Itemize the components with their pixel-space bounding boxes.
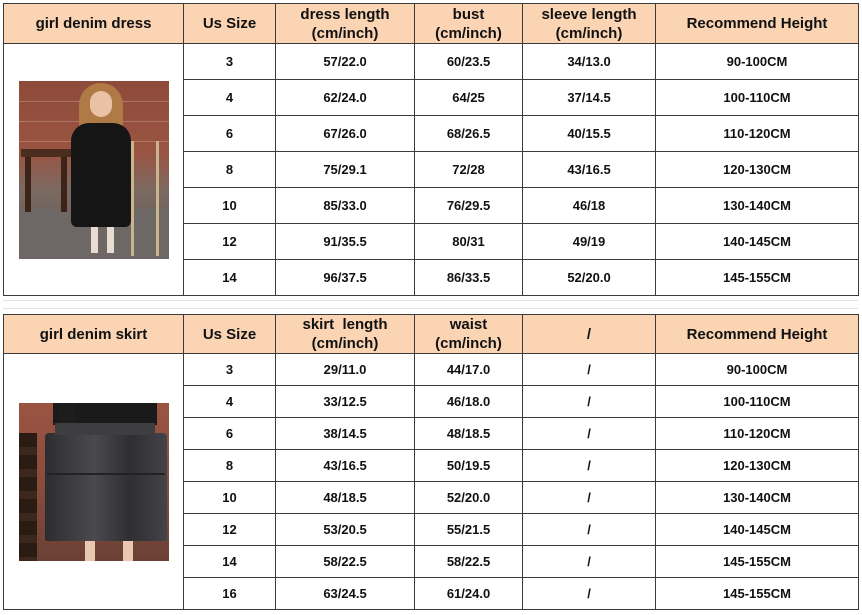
skirt-header-waist: waist (cm/inch) xyxy=(415,315,523,354)
dress-cell-sleeve: 49/19 xyxy=(523,224,656,260)
skirt-cell-height: 120-130CM xyxy=(656,450,859,482)
skirt-size-table xyxy=(3,314,859,610)
skirt-cell-height: 110-120CM xyxy=(656,418,859,450)
dress-cell-height: 145-155CM xyxy=(656,260,859,296)
skirt-cell-slash: / xyxy=(523,386,656,418)
dress-header-us-size: Us Size xyxy=(184,4,276,44)
skirt-cell-length: 33/12.5 xyxy=(276,386,415,418)
dress-cell-length: 57/22.0 xyxy=(276,44,415,80)
skirt-cell-slash: / xyxy=(523,578,656,610)
dress-cell-bust: 64/25 xyxy=(415,80,523,116)
dress-cell-length: 75/29.1 xyxy=(276,152,415,188)
dress-cell-size: 12 xyxy=(184,224,276,260)
skirt-cell-height: 100-110CM xyxy=(656,386,859,418)
skirt-cell-size: 10 xyxy=(184,482,276,514)
dress-cell-bust: 76/29.5 xyxy=(415,188,523,224)
skirt-cell-length: 38/14.5 xyxy=(276,418,415,450)
skirt-cell-length: 43/16.5 xyxy=(276,450,415,482)
skirt-cell-slash: / xyxy=(523,482,656,514)
dress-cell-height: 120-130CM xyxy=(656,152,859,188)
dress-cell-bust: 68/26.5 xyxy=(415,116,523,152)
skirt-cell-length: 48/18.5 xyxy=(276,482,415,514)
skirt-cell-slash: / xyxy=(523,546,656,578)
skirt-cell-waist: 58/22.5 xyxy=(415,546,523,578)
skirt-header-row xyxy=(4,315,859,354)
divider xyxy=(3,300,858,301)
dress-cell-length: 85/33.0 xyxy=(276,188,415,224)
dress-cell-length: 91/35.5 xyxy=(276,224,415,260)
table-row xyxy=(4,44,859,80)
dress-header-sleeve: sleeve length (cm/inch) xyxy=(523,4,656,44)
dress-cell-sleeve: 52/20.0 xyxy=(523,260,656,296)
skirt-cell-waist: 61/24.0 xyxy=(415,578,523,610)
dress-cell-height: 100-110CM xyxy=(656,80,859,116)
dress-cell-bust: 80/31 xyxy=(415,224,523,260)
skirt-cell-slash: / xyxy=(523,514,656,546)
table-row xyxy=(4,354,859,386)
dress-photo-cell xyxy=(4,44,184,296)
skirt-cell-slash: / xyxy=(523,418,656,450)
skirt-header-length: skirt length (cm/inch) xyxy=(276,315,415,354)
dress-cell-size: 14 xyxy=(184,260,276,296)
skirt-cell-waist: 55/21.5 xyxy=(415,514,523,546)
skirt-product-label: girl denim skirt xyxy=(4,315,184,354)
skirt-cell-slash: / xyxy=(523,354,656,386)
divider xyxy=(3,308,858,309)
dress-cell-sleeve: 34/13.0 xyxy=(523,44,656,80)
girl-dress-photo xyxy=(19,81,169,259)
skirt-cell-height: 90-100CM xyxy=(656,354,859,386)
dress-cell-size: 3 xyxy=(184,44,276,80)
dress-cell-bust: 60/23.5 xyxy=(415,44,523,80)
skirt-cell-length: 53/20.5 xyxy=(276,514,415,546)
dress-cell-size: 8 xyxy=(184,152,276,188)
dress-product-label: girl denim dress xyxy=(4,4,184,44)
skirt-cell-waist: 52/20.0 xyxy=(415,482,523,514)
dress-cell-length: 62/24.0 xyxy=(276,80,415,116)
dress-cell-size: 6 xyxy=(184,116,276,152)
skirt-cell-length: 63/24.5 xyxy=(276,578,415,610)
dress-cell-sleeve: 46/18 xyxy=(523,188,656,224)
dress-header-height: Recommend Height xyxy=(656,4,859,44)
skirt-cell-size: 4 xyxy=(184,386,276,418)
dress-cell-sleeve: 43/16.5 xyxy=(523,152,656,188)
skirt-cell-height: 130-140CM xyxy=(656,482,859,514)
skirt-photo-cell xyxy=(4,354,184,610)
dress-cell-length: 96/37.5 xyxy=(276,260,415,296)
skirt-header-slash: / xyxy=(523,315,656,354)
dress-cell-bust: 86/33.5 xyxy=(415,260,523,296)
skirt-cell-size: 12 xyxy=(184,514,276,546)
dress-header-row xyxy=(4,4,859,44)
dress-cell-sleeve: 37/14.5 xyxy=(523,80,656,116)
dress-cell-sleeve: 40/15.5 xyxy=(523,116,656,152)
dress-cell-height: 110-120CM xyxy=(656,116,859,152)
girl-skirt-photo xyxy=(19,403,169,561)
skirt-cell-waist: 50/19.5 xyxy=(415,450,523,482)
skirt-cell-height: 145-155CM xyxy=(656,546,859,578)
dress-cell-height: 90-100CM xyxy=(656,44,859,80)
skirt-header-height: Recommend Height xyxy=(656,315,859,354)
dress-cell-bust: 72/28 xyxy=(415,152,523,188)
skirt-cell-slash: / xyxy=(523,450,656,482)
skirt-cell-waist: 46/18.0 xyxy=(415,386,523,418)
skirt-cell-size: 14 xyxy=(184,546,276,578)
dress-header-length: dress length (cm/inch) xyxy=(276,4,415,44)
skirt-cell-size: 8 xyxy=(184,450,276,482)
dress-cell-length: 67/26.0 xyxy=(276,116,415,152)
dress-cell-height: 130-140CM xyxy=(656,188,859,224)
dress-header-bust: bust (cm/inch) xyxy=(415,4,523,44)
dress-cell-height: 140-145CM xyxy=(656,224,859,260)
skirt-cell-waist: 44/17.0 xyxy=(415,354,523,386)
dress-size-table xyxy=(3,3,859,296)
skirt-cell-size: 16 xyxy=(184,578,276,610)
skirt-cell-waist: 48/18.5 xyxy=(415,418,523,450)
skirt-cell-length: 29/11.0 xyxy=(276,354,415,386)
skirt-cell-size: 6 xyxy=(184,418,276,450)
dress-cell-size: 10 xyxy=(184,188,276,224)
skirt-header-us-size: Us Size xyxy=(184,315,276,354)
skirt-cell-length: 58/22.5 xyxy=(276,546,415,578)
dress-cell-size: 4 xyxy=(184,80,276,116)
skirt-cell-height: 145-155CM xyxy=(656,578,859,610)
skirt-cell-height: 140-145CM xyxy=(656,514,859,546)
skirt-cell-size: 3 xyxy=(184,354,276,386)
